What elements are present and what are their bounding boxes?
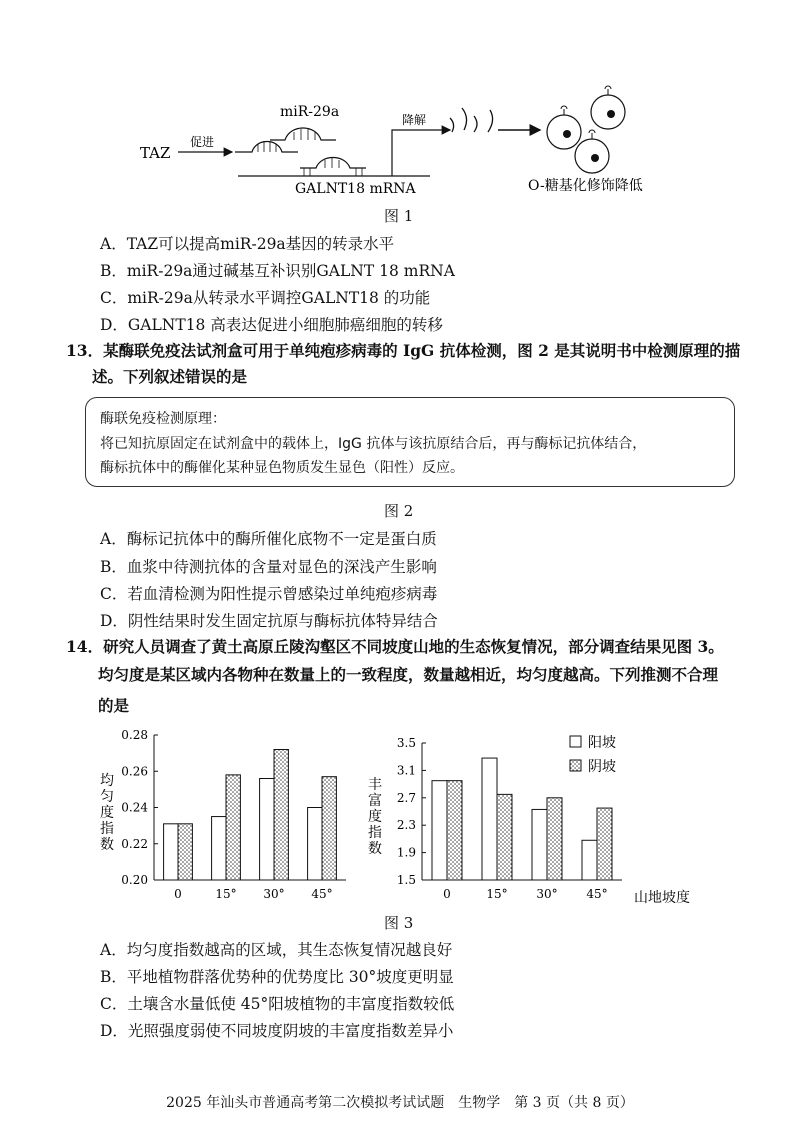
x-tick-label: 15° bbox=[215, 887, 237, 901]
q13-option-a: A．酶标记抗体中的酶所催化底物不一定是蛋白质 bbox=[100, 530, 437, 548]
richness-chart bbox=[360, 725, 720, 915]
legend-label: 阳坡 bbox=[588, 735, 616, 751]
x-tick-label: 0 bbox=[443, 887, 451, 901]
q13-option-b: B．血浆中待测抗体的含量对显色的深浅产生影响 bbox=[100, 558, 437, 576]
mrna-fragments bbox=[450, 108, 493, 132]
figure2-caption: 图 2 bbox=[384, 502, 414, 520]
degrade-label: 降解 bbox=[402, 113, 427, 127]
y-tick-label: 0.20 bbox=[121, 873, 148, 887]
y-tick-label: 3.1 bbox=[396, 763, 416, 778]
promote-label: 促进 bbox=[190, 135, 215, 149]
bar-shady bbox=[178, 824, 192, 880]
mir-label: miR-29a bbox=[280, 104, 340, 120]
bar-sunny bbox=[532, 809, 547, 880]
legend-swatch bbox=[570, 736, 581, 747]
figure1-diagram bbox=[120, 80, 700, 200]
bar-shady bbox=[322, 777, 336, 880]
y-tick-label: 1.9 bbox=[396, 845, 416, 860]
bar-shady bbox=[547, 798, 562, 880]
q12-option-b: B．miR-29a通过碱基互补识别GALNT 18 mRNA bbox=[100, 262, 455, 280]
result-label: O-糖基化修饰降低 bbox=[528, 178, 643, 194]
q13-stem-line1: 13．某酶联免疫法试剂盒可用于单纯疱疹病毒的 IgG 抗体检测，图 2 是其说明书中检测原理的描 bbox=[66, 341, 741, 360]
q13-option-c: C．若血清检测为阳性提示曾感染过单纯疱疹病毒 bbox=[100, 585, 438, 603]
q12-option-c: C．miR-29a从转录水平调控GALNT18 的功能 bbox=[100, 289, 431, 307]
bar-sunny bbox=[260, 779, 274, 881]
mir-hairpin-2-ticks bbox=[294, 129, 315, 140]
x-tick-label: 45° bbox=[311, 887, 333, 901]
bar-sunny bbox=[164, 824, 178, 880]
bar-shady bbox=[497, 794, 512, 880]
mir-hairpin-2 bbox=[270, 128, 336, 140]
page-footer: 2025 年汕头市普通高考第二次模拟考试试题 生物学 第 3 页（共 8 页） bbox=[166, 1095, 634, 1111]
detection-principle-box bbox=[85, 397, 735, 487]
y-axis-label: 丰富度指数 bbox=[366, 776, 382, 857]
q14-option-c: C．土壤含水量低使 45°阳坡植物的丰富度指数较低 bbox=[100, 995, 455, 1013]
legend-label: 阴坡 bbox=[588, 759, 616, 775]
q13-option-d: D．阴性结果时发生固定抗原与酶标抗体特异结合 bbox=[100, 612, 438, 630]
q14-option-d: D．光照强度弱使不同坡度阴坡的丰富度指数差异小 bbox=[100, 1022, 454, 1040]
q14-option-a: A．均匀度指数越高的区域，其生态恢复情况越良好 bbox=[100, 941, 453, 959]
y-tick-label: 2.7 bbox=[396, 790, 416, 805]
box-line1: 将已知抗原固定在试剂盒中的载体上，IgG 抗体与该抗原结合后，再与酶标记抗体结合， bbox=[100, 436, 647, 452]
q12-option-a: A．TAZ可以提高miR-29a基因的转录水平 bbox=[100, 235, 395, 253]
y-axis-label: 均匀度指数 bbox=[98, 772, 114, 853]
y-tick-label: 2.3 bbox=[396, 818, 416, 833]
cell-1 bbox=[547, 106, 581, 149]
bar-shady bbox=[226, 775, 240, 880]
y-tick-label: 0.26 bbox=[121, 764, 148, 779]
taz-label: TAZ bbox=[140, 144, 171, 162]
y-tick-label: 0.24 bbox=[121, 800, 148, 815]
bound-mir bbox=[300, 158, 366, 169]
q12-option-d: D．GALNT18 高表达促进小细胞肺癌细胞的转移 bbox=[100, 316, 443, 334]
x-tick-label: 45° bbox=[586, 887, 608, 901]
bar-sunny bbox=[308, 808, 322, 881]
bar-sunny bbox=[482, 758, 497, 880]
q13-stem-line2: 述。下列叙述错误的是 bbox=[92, 367, 248, 386]
y-tick-label: 0.28 bbox=[121, 728, 148, 742]
x-tick-label: 30° bbox=[263, 887, 285, 901]
figure3-caption: 图 3 bbox=[384, 914, 414, 932]
y-tick-label: 3.5 bbox=[396, 736, 416, 750]
bound-mir-ticks bbox=[304, 158, 362, 176]
bar-shady bbox=[274, 750, 288, 881]
x-tick-label: 15° bbox=[486, 887, 508, 901]
bar-sunny bbox=[582, 840, 597, 880]
q14-option-b: B．平地植物群落优势种的优势度比 30°坡度更明显 bbox=[100, 968, 454, 986]
bar-shady bbox=[597, 808, 612, 880]
box-title: 酶联免疫检测原理： bbox=[100, 411, 226, 427]
q14-stem-line2: 均匀度是某区域内各物种在数量上的一致程度，数量越相近，均匀度越高。下列推测不合理 bbox=[98, 665, 719, 684]
cell-2 bbox=[591, 86, 625, 129]
bar-shady bbox=[447, 781, 462, 880]
y-tick-label: 0.22 bbox=[121, 836, 148, 851]
q14-stem-line1: 14．研究人员调查了黄土高原丘陵沟壑区不同坡度山地的生态恢复情况，部分调查结果见图 3。 bbox=[66, 637, 724, 656]
x-tick-label: 0 bbox=[174, 887, 182, 901]
box-line2: 酶标抗体中的酶催化某种显色物质发生显色（阳性）反应。 bbox=[100, 460, 464, 476]
figure1-caption: 图 1 bbox=[384, 207, 414, 225]
x-axis-label: 山地坡度 bbox=[634, 890, 690, 906]
galnt-label: GALNT18 mRNA bbox=[295, 181, 416, 197]
bar-sunny bbox=[432, 781, 447, 880]
degrade-arrow bbox=[392, 130, 450, 176]
mir-hairpin-1 bbox=[235, 142, 298, 153]
q14-stem-line3: 的是 bbox=[98, 696, 130, 715]
y-tick-label: 1.5 bbox=[396, 873, 416, 887]
evenness-chart bbox=[90, 725, 360, 915]
x-tick-label: 30° bbox=[536, 887, 558, 901]
legend-swatch bbox=[570, 760, 581, 771]
bar-sunny bbox=[212, 817, 226, 880]
